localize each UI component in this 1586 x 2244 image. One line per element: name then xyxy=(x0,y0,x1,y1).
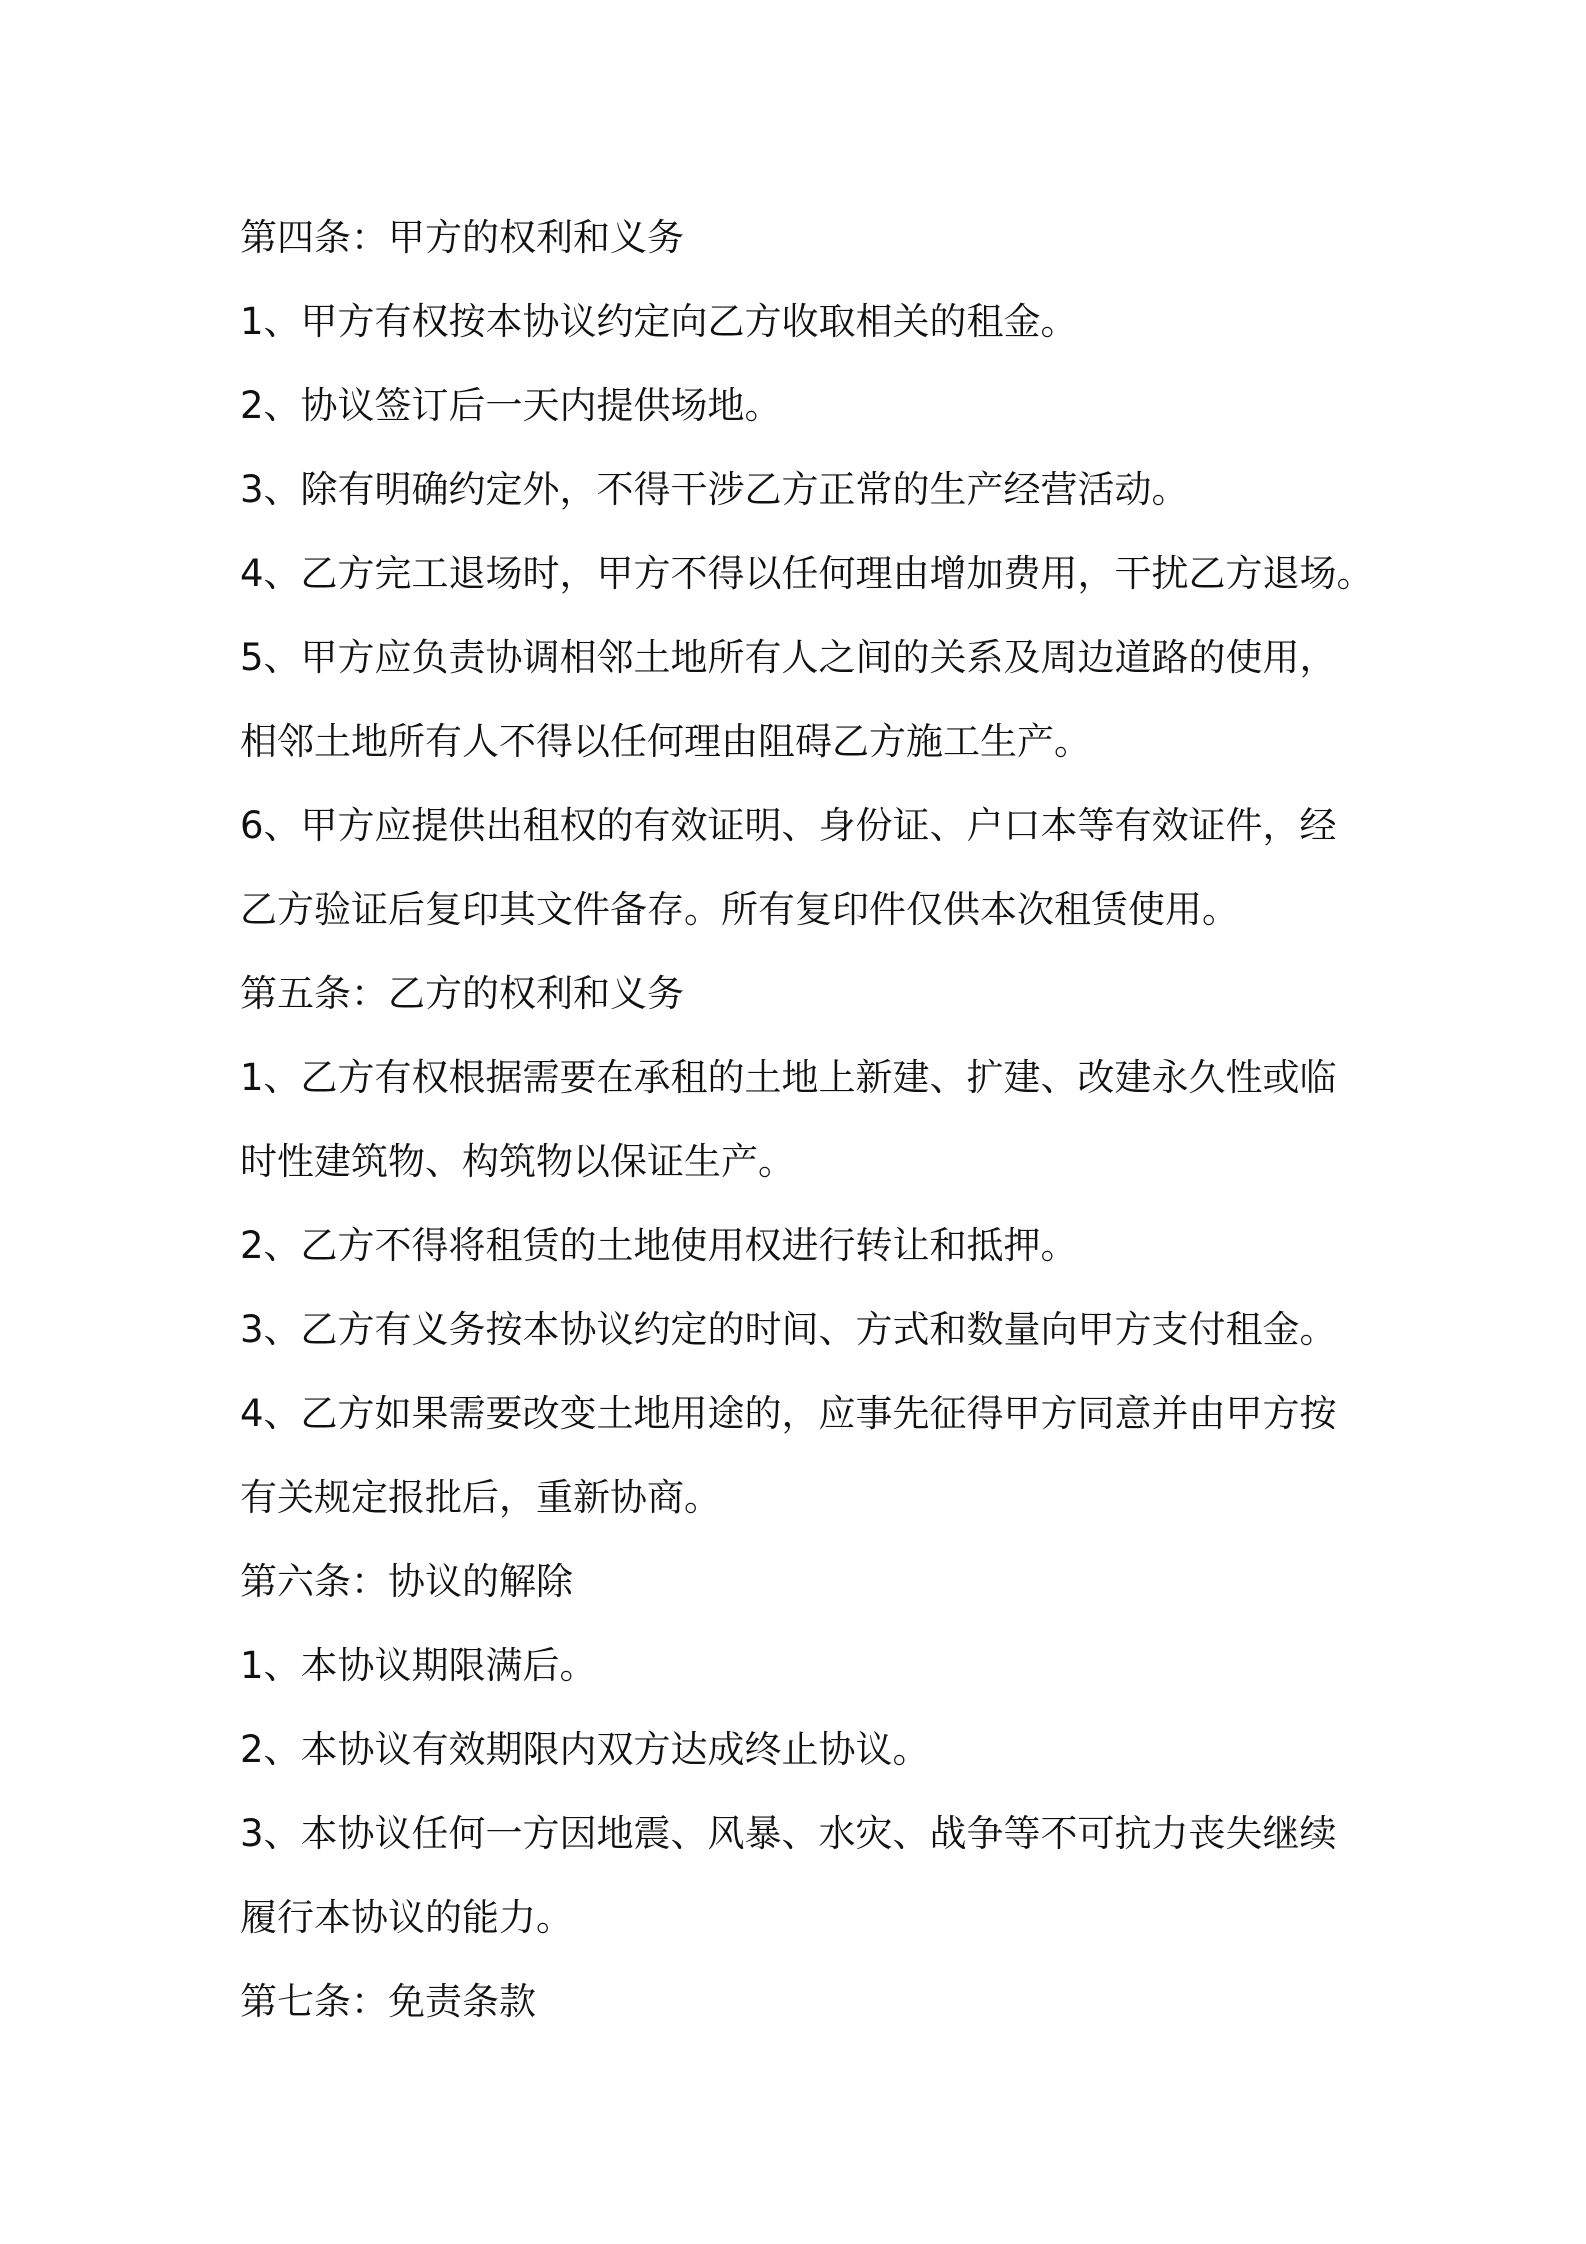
document-body xyxy=(240,196,1380,2044)
article-5-clause-4: 4、乙方如果需要改变土地用途的，应事先征得甲方同意并由甲方按 xyxy=(240,1392,1337,1435)
article-4-clause-4: 4、乙方完工退场时，甲方不得以任何理由增加费用，干扰乙方退场。 xyxy=(240,552,1374,595)
article-4-clause-6-continued: 乙方验证后复印其文件备存。所有复印件仅供本次租赁使用。 xyxy=(240,888,1239,931)
article-4-clause-5-continued: 相邻土地所有人不得以任何理由阻碍乙方施工生产。 xyxy=(240,720,1091,763)
article-6-clause-3: 3、本协议任何一方因地震、风暴、水灾、战争等不可抗力丧失继续 xyxy=(240,1812,1337,1855)
article-4-clause-3: 3、除有明确约定外，不得干涉乙方正常的生产经营活动。 xyxy=(240,468,1189,511)
article-4-clause-2: 2、协议签订后一天内提供场地。 xyxy=(240,384,782,427)
article-4-clause-5: 5、甲方应负责协调相邻土地所有人之间的关系及周边道路的使用， xyxy=(240,636,1337,679)
article-6-clause-2: 2、本协议有效期限内双方达成终止协议。 xyxy=(240,1728,930,1771)
article-6-heading: 第六条：协议的解除 xyxy=(240,1560,573,1603)
article-6-clause-3-continued: 履行本协议的能力。 xyxy=(240,1896,573,1939)
article-5-clause-3: 3、乙方有义务按本协议约定的时间、方式和数量向甲方支付租金。 xyxy=(240,1308,1337,1351)
article-5-clause-1: 1、乙方有权根据需要在承租的土地上新建、扩建、改建永久性或临 xyxy=(240,1056,1337,1099)
article-5-clause-2: 2、乙方不得将租赁的土地使用权进行转让和抵押。 xyxy=(240,1224,1078,1267)
article-7-heading: 第七条：免责条款 xyxy=(240,1980,536,2023)
article-6-clause-1: 1、本协议期限满后。 xyxy=(240,1644,597,1687)
article-5-clause-1-continued: 时性建筑物、构筑物以保证生产。 xyxy=(240,1140,795,1183)
article-5-heading: 第五条：乙方的权利和义务 xyxy=(240,972,684,1015)
article-5-clause-4-continued: 有关规定报批后，重新协商。 xyxy=(240,1476,721,1519)
article-4-clause-1: 1、甲方有权按本协议约定向乙方收取相关的租金。 xyxy=(240,300,1078,343)
article-4-heading: 第四条：甲方的权利和义务 xyxy=(240,216,684,259)
article-4-clause-6: 6、甲方应提供出租权的有效证明、身份证、户口本等有效证件，经 xyxy=(240,804,1337,847)
